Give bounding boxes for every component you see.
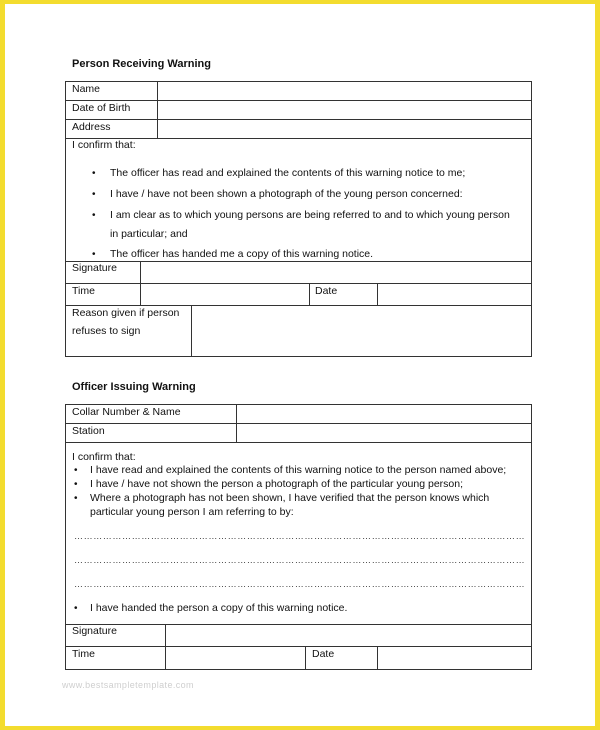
bullet-icon: • [74, 493, 78, 504]
confirm-label: I confirm that: [72, 139, 136, 151]
officer-signature-field[interactable] [166, 625, 531, 646]
signature-label: Signature [72, 262, 117, 274]
officer-date-field[interactable] [378, 647, 531, 669]
bullet-text: I am clear as to which young persons are being referred to and to which young person [110, 209, 510, 221]
bullet-icon: • [92, 168, 96, 179]
section2-title: Officer Issuing Warning [72, 381, 196, 393]
bullet-icon: • [92, 210, 96, 221]
time-label: Time [72, 285, 95, 297]
officer-signature-label: Signature [72, 625, 117, 637]
station-field[interactable] [237, 424, 531, 442]
dotted-entry-line[interactable]: …………………………………………………………………………………………………………………………… [74, 531, 526, 541]
watermark-text: www.bestsampletemplate.com [62, 680, 194, 690]
reason-label: Reason given if person [72, 307, 180, 319]
officer-date-label: Date [312, 648, 335, 660]
officer-time-field[interactable] [166, 647, 305, 669]
address-label: Address [72, 121, 111, 133]
name-label: Name [72, 83, 101, 95]
reason-field[interactable] [192, 306, 531, 356]
address-field[interactable] [158, 120, 531, 138]
collar-number-label: Collar Number & Name [72, 406, 181, 418]
officer-confirm-label: I confirm that: [72, 451, 136, 463]
bullet-text: The officer has read and explained the contents of this warning notice to me; [110, 167, 466, 179]
officer-time-label: Time [72, 648, 95, 660]
dotted-entry-line[interactable]: …………………………………………………………………………………………………………………………… [74, 555, 526, 565]
dotted-entry-line[interactable]: …………………………………………………………………………………………………………………………… [74, 579, 526, 589]
bullet-icon: • [92, 249, 96, 260]
date-of-birth-label: Date of Birth [72, 102, 131, 114]
collar-number-field[interactable] [237, 405, 531, 423]
date-label: Date [315, 285, 338, 297]
date-of-birth-field[interactable] [158, 101, 531, 119]
officer-bullet-text: Where a photograph has not been shown, I have verified that the person knows which [90, 492, 490, 504]
name-field[interactable] [158, 82, 531, 100]
date-field[interactable] [378, 284, 531, 305]
bullet-icon: • [92, 189, 96, 200]
officer-bullet-text: I have read and explained the contents of this warning notice to the person named above; [90, 464, 507, 476]
bullet-icon: • [74, 465, 78, 476]
officer-bullet-text-continued: particular young person I am referring to by: [90, 506, 294, 518]
reason-label-continued: refuses to sign [72, 325, 141, 337]
signature-field[interactable] [141, 262, 531, 283]
station-label: Station [72, 425, 105, 437]
officer-bullet-text: I have handed the person a copy of this warning notice. [90, 602, 348, 614]
bullet-text-continued: in particular; and [110, 228, 188, 240]
section1-title: Person Receiving Warning [72, 58, 211, 70]
bullet-icon: • [74, 479, 78, 490]
bullet-text: I have / have not been shown a photograph of the young person concerned: [110, 188, 463, 200]
bullet-text: The officer has handed me a copy of this warning notice. [110, 248, 374, 260]
bullet-icon: • [74, 603, 78, 614]
officer-bullet-text: I have / have not shown the person a photograph of the particular young person; [90, 478, 464, 490]
time-field[interactable] [141, 284, 309, 305]
